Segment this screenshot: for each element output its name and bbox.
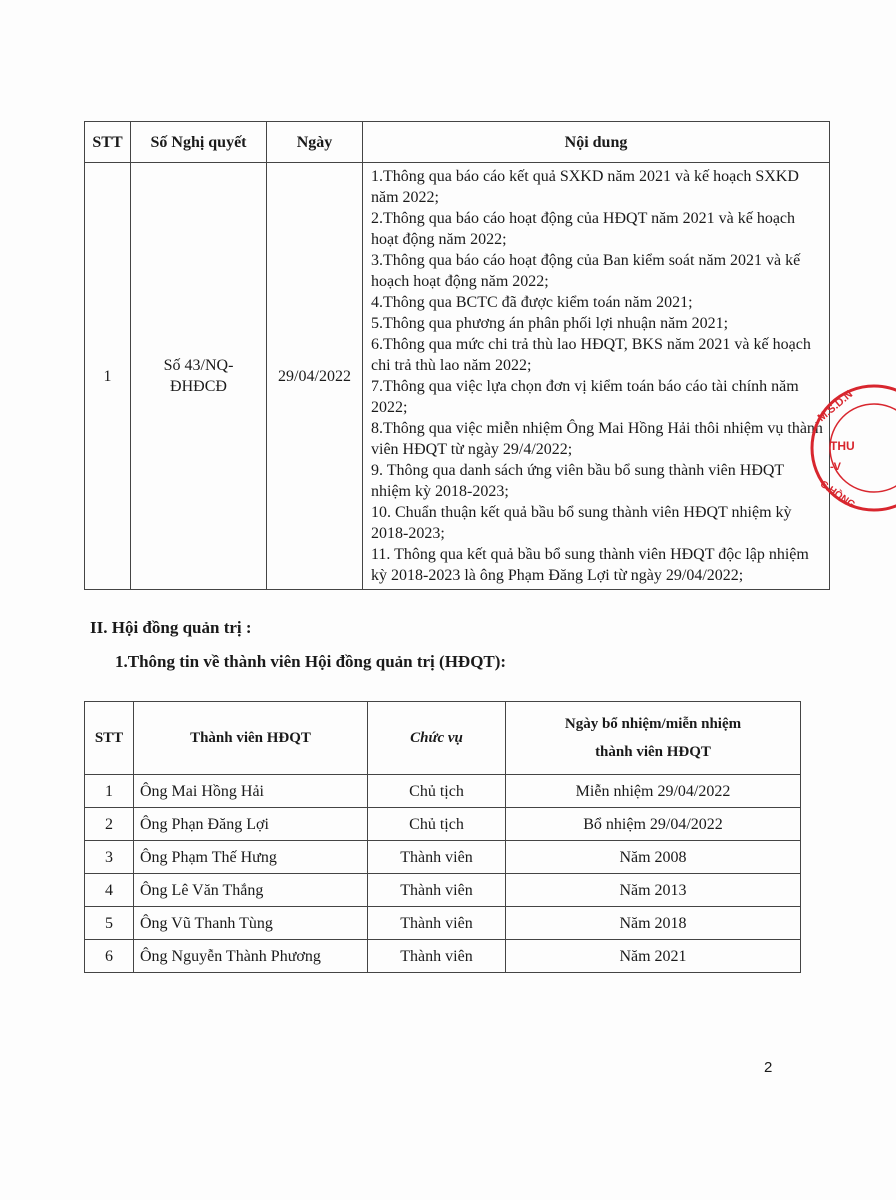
resolution-table (84, 121, 830, 590)
header-stt: STT (85, 122, 131, 163)
member-stt: 4 (85, 874, 134, 907)
company-seal-icon (806, 378, 896, 518)
member-position: Thành viên (368, 841, 506, 874)
member-stt: 3 (85, 841, 134, 874)
member-name: Ông Nguyễn Thành Phương (134, 940, 368, 973)
member-header-row (85, 702, 801, 775)
header-content: Nội dung (363, 122, 830, 163)
table-row (85, 907, 801, 940)
resolution-number: Số 43/NQ-ĐHĐCĐ (131, 163, 267, 590)
member-date: Năm 2018 (506, 907, 801, 940)
content-item: 2.Thông qua báo cáo hoạt động của HĐQT năm 2021 và kế hoạch hoạt động năm 2022; (371, 210, 796, 248)
table-row (85, 874, 801, 907)
seal-text-low: -V (830, 461, 841, 473)
content-item: 1.Thông qua báo cáo kết quả SXKD năm 2021 và kế hoạch SXKD năm 2022; (371, 168, 799, 206)
content-item: 11. Thông qua kết quả bầu bổ sung thành viên HĐQT độc lập nhiệm kỳ 2018-2023 là ông Phạm Đăng Lợi từ ngày 29/04/2022; (371, 546, 809, 584)
member-name: Ông Lê Văn Thắng (134, 874, 368, 907)
member-position: Chủ tịch (368, 775, 506, 808)
member-stt: 2 (85, 808, 134, 841)
table-row (85, 775, 801, 808)
member-header-position: Chức vụ (368, 702, 506, 775)
table-row (85, 808, 801, 841)
member-stt: 6 (85, 940, 134, 973)
header-resolution-number: Số Nghị quyết (131, 122, 267, 163)
content-item: 8.Thông qua việc miễn nhiệm Ông Mai Hồng Hải thôi nhiệm vụ thành viên HĐQT từ ngày 29/4/2022; (371, 420, 823, 458)
member-position: Thành viên (368, 874, 506, 907)
section-title: II. Hội đồng quản trị : (90, 618, 252, 637)
member-date: Năm 2021 (506, 940, 801, 973)
member-header-stt: STT (85, 702, 134, 775)
member-date: Miễn nhiệm 29/04/2022 (506, 775, 801, 808)
content-item: 5.Thông qua phương án phân phối lợi nhuận năm 2021; (371, 315, 729, 332)
seal-text-mid: THU (830, 439, 855, 453)
member-position: Thành viên (368, 940, 506, 973)
content-item: 4.Thông qua BCTC đã được kiểm toán năm 2021; (371, 294, 693, 311)
content-item: 10. Chuẩn thuận kết quả bầu bổ sung thành viên HĐQT nhiệm kỳ 2018-2023; (371, 504, 792, 542)
resolution-header-row (85, 122, 830, 163)
member-table (84, 701, 801, 973)
header-date: Ngày (267, 122, 363, 163)
member-stt: 1 (85, 775, 134, 808)
member-date: Năm 2013 (506, 874, 801, 907)
member-name: Ông Mai Hồng Hải (134, 775, 368, 808)
member-header-date-line1: Ngày bổ nhiệm/miễn nhiệm (564, 716, 742, 732)
member-date: Năm 2008 (506, 841, 801, 874)
resolution-row (85, 163, 830, 590)
subsection-title: 1.Thông tin về thành viên Hội đồng quản trị (HĐQT): (115, 652, 507, 671)
seal-text-top: M.S.D.N (815, 388, 856, 425)
member-name: Ông Vũ Thanh Tùng (134, 907, 368, 940)
member-header-date (506, 702, 801, 775)
member-name: Ông Phạm Thế Hưng (134, 841, 368, 874)
content-item: 6.Thông qua mức chi trả thù lao HĐQT, BKS năm 2021 và kế hoạch chi trả thù lao năm 2022; (371, 336, 811, 374)
content-item: 3.Thông qua báo cáo hoạt động của Ban kiểm soát năm 2021 và kế hoạch hoạt động năm 2022; (371, 252, 801, 290)
member-position: Thành viên (368, 907, 506, 940)
content-item: 9. Thông qua danh sách ứng viên bầu bổ sung thành viên HĐQT nhiệm kỳ 2018-2023; (371, 462, 784, 500)
table-row (85, 940, 801, 973)
seal-text-bottom: C.HỒNG (817, 478, 857, 511)
resolution-content (363, 163, 830, 590)
resolution-stt: 1 (85, 163, 131, 590)
member-date: Bổ nhiệm 29/04/2022 (506, 808, 801, 841)
member-name: Ông Phạn Đăng Lợi (134, 808, 368, 841)
member-header-name: Thành viên HĐQT (134, 702, 368, 775)
member-position: Chủ tịch (368, 808, 506, 841)
page-number: 2 (764, 1059, 773, 1076)
member-stt: 5 (85, 907, 134, 940)
resolution-date: 29/04/2022 (267, 163, 363, 590)
content-item: 7.Thông qua việc lựa chọn đơn vị kiểm toán báo cáo tài chính năm 2022; (371, 378, 799, 416)
table-row (85, 841, 801, 874)
member-header-date-line2: thành viên HĐQT (595, 744, 711, 760)
